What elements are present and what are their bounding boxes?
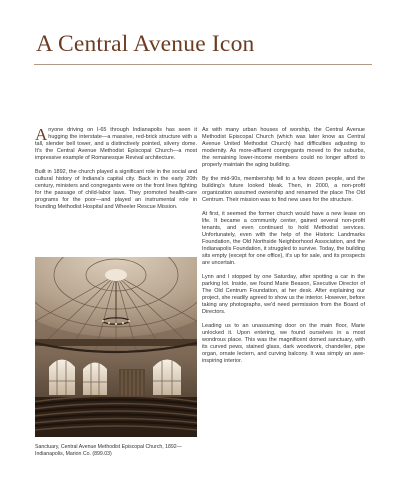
paragraph-text: nyone driving on I-65 through Indianapolis has seen it hugging the interstate—a massive, red-brick structure with a tall, slender bell tower, and a distinctively pointed, silvery dome. It's the Central Avenue Methodist Episcopal Church—a most impressive example of Romanesque Revival architecture. bbox=[35, 127, 197, 161]
sanctuary-photo bbox=[35, 257, 197, 437]
paragraph bbox=[35, 127, 197, 162]
paragraph: Built in 1892, the church played a significant role in the social and cultural history of Indiana's capital city. Back in the early 20th century, ministers and congregants were on the front lines fighting for the passage of child-labor laws. They promoted health-care programs for the poor—and played an instrumental role in founding Methodist Hospital and Wheeler Rescue Mission. bbox=[35, 169, 197, 210]
right-column bbox=[202, 127, 365, 372]
paragraph: Lynn and I stopped by one Saturday, after spotting a car in the parking lot. Inside, we found Marie Beason, Executive Director of The Old Centrum Foundation, at her desk. After explaining our project, she readily agreed to show us the interior. However, before taking any photographs, we'd need permission from the Board of Directors. bbox=[202, 274, 365, 315]
paragraph: At first, it seemed the former church would have a new lease on life. It became a community center, gained several non-profit tenants, and even continued to hold Methodist services. Unfortunately, even with the help of the Historic Landmarks Foundation, the Old Northside Neighborhood Association, and the Indianapolis Foundation, it struggled to survive. Today, the building sits empty (except for one office), it's up for sale, and its prospects are uncertain. bbox=[202, 211, 365, 266]
photo-caption: Sanctuary, Central Avenue Methodist Episcopal Church, 1892—Indianapolis, Marion Co. (899.03) bbox=[35, 444, 182, 457]
paragraph: As with many urban houses of worship, the Central Avenue Methodist Episcopal Church (which was later know as Central Avenue United Methodist Church) had difficulties adjusting to modernity. As more-affluent congregants moved to the suburbs, the remaining lower-income members could no longer afford to properly maintain the aging building. bbox=[202, 127, 365, 168]
paragraph: By the mid-90s, membership fell to a few dozen people, and the building's future looked bleak. Then, in 2000, a non-profit organization assumed ownership and renamed the place The Old Centrum. Their mission was to find new uses for the structure. bbox=[202, 176, 365, 203]
title-divider bbox=[34, 64, 372, 65]
left-column bbox=[35, 127, 197, 218]
article-title: A Central Avenue Icon bbox=[36, 31, 255, 57]
drop-cap: A bbox=[35, 125, 48, 144]
paragraph: Leading us to an unassuming door on the main floor, Marie unlocked it. Upon entering, we found ourselves in a most wondrous place. This was the magnificent domed sanctuary, with its curved pews, stained glass, dark woodwork, chandelier, pipe organ, ornate lectern, and curving balcony. It was simply an awe-inspiring interior. bbox=[202, 323, 365, 364]
